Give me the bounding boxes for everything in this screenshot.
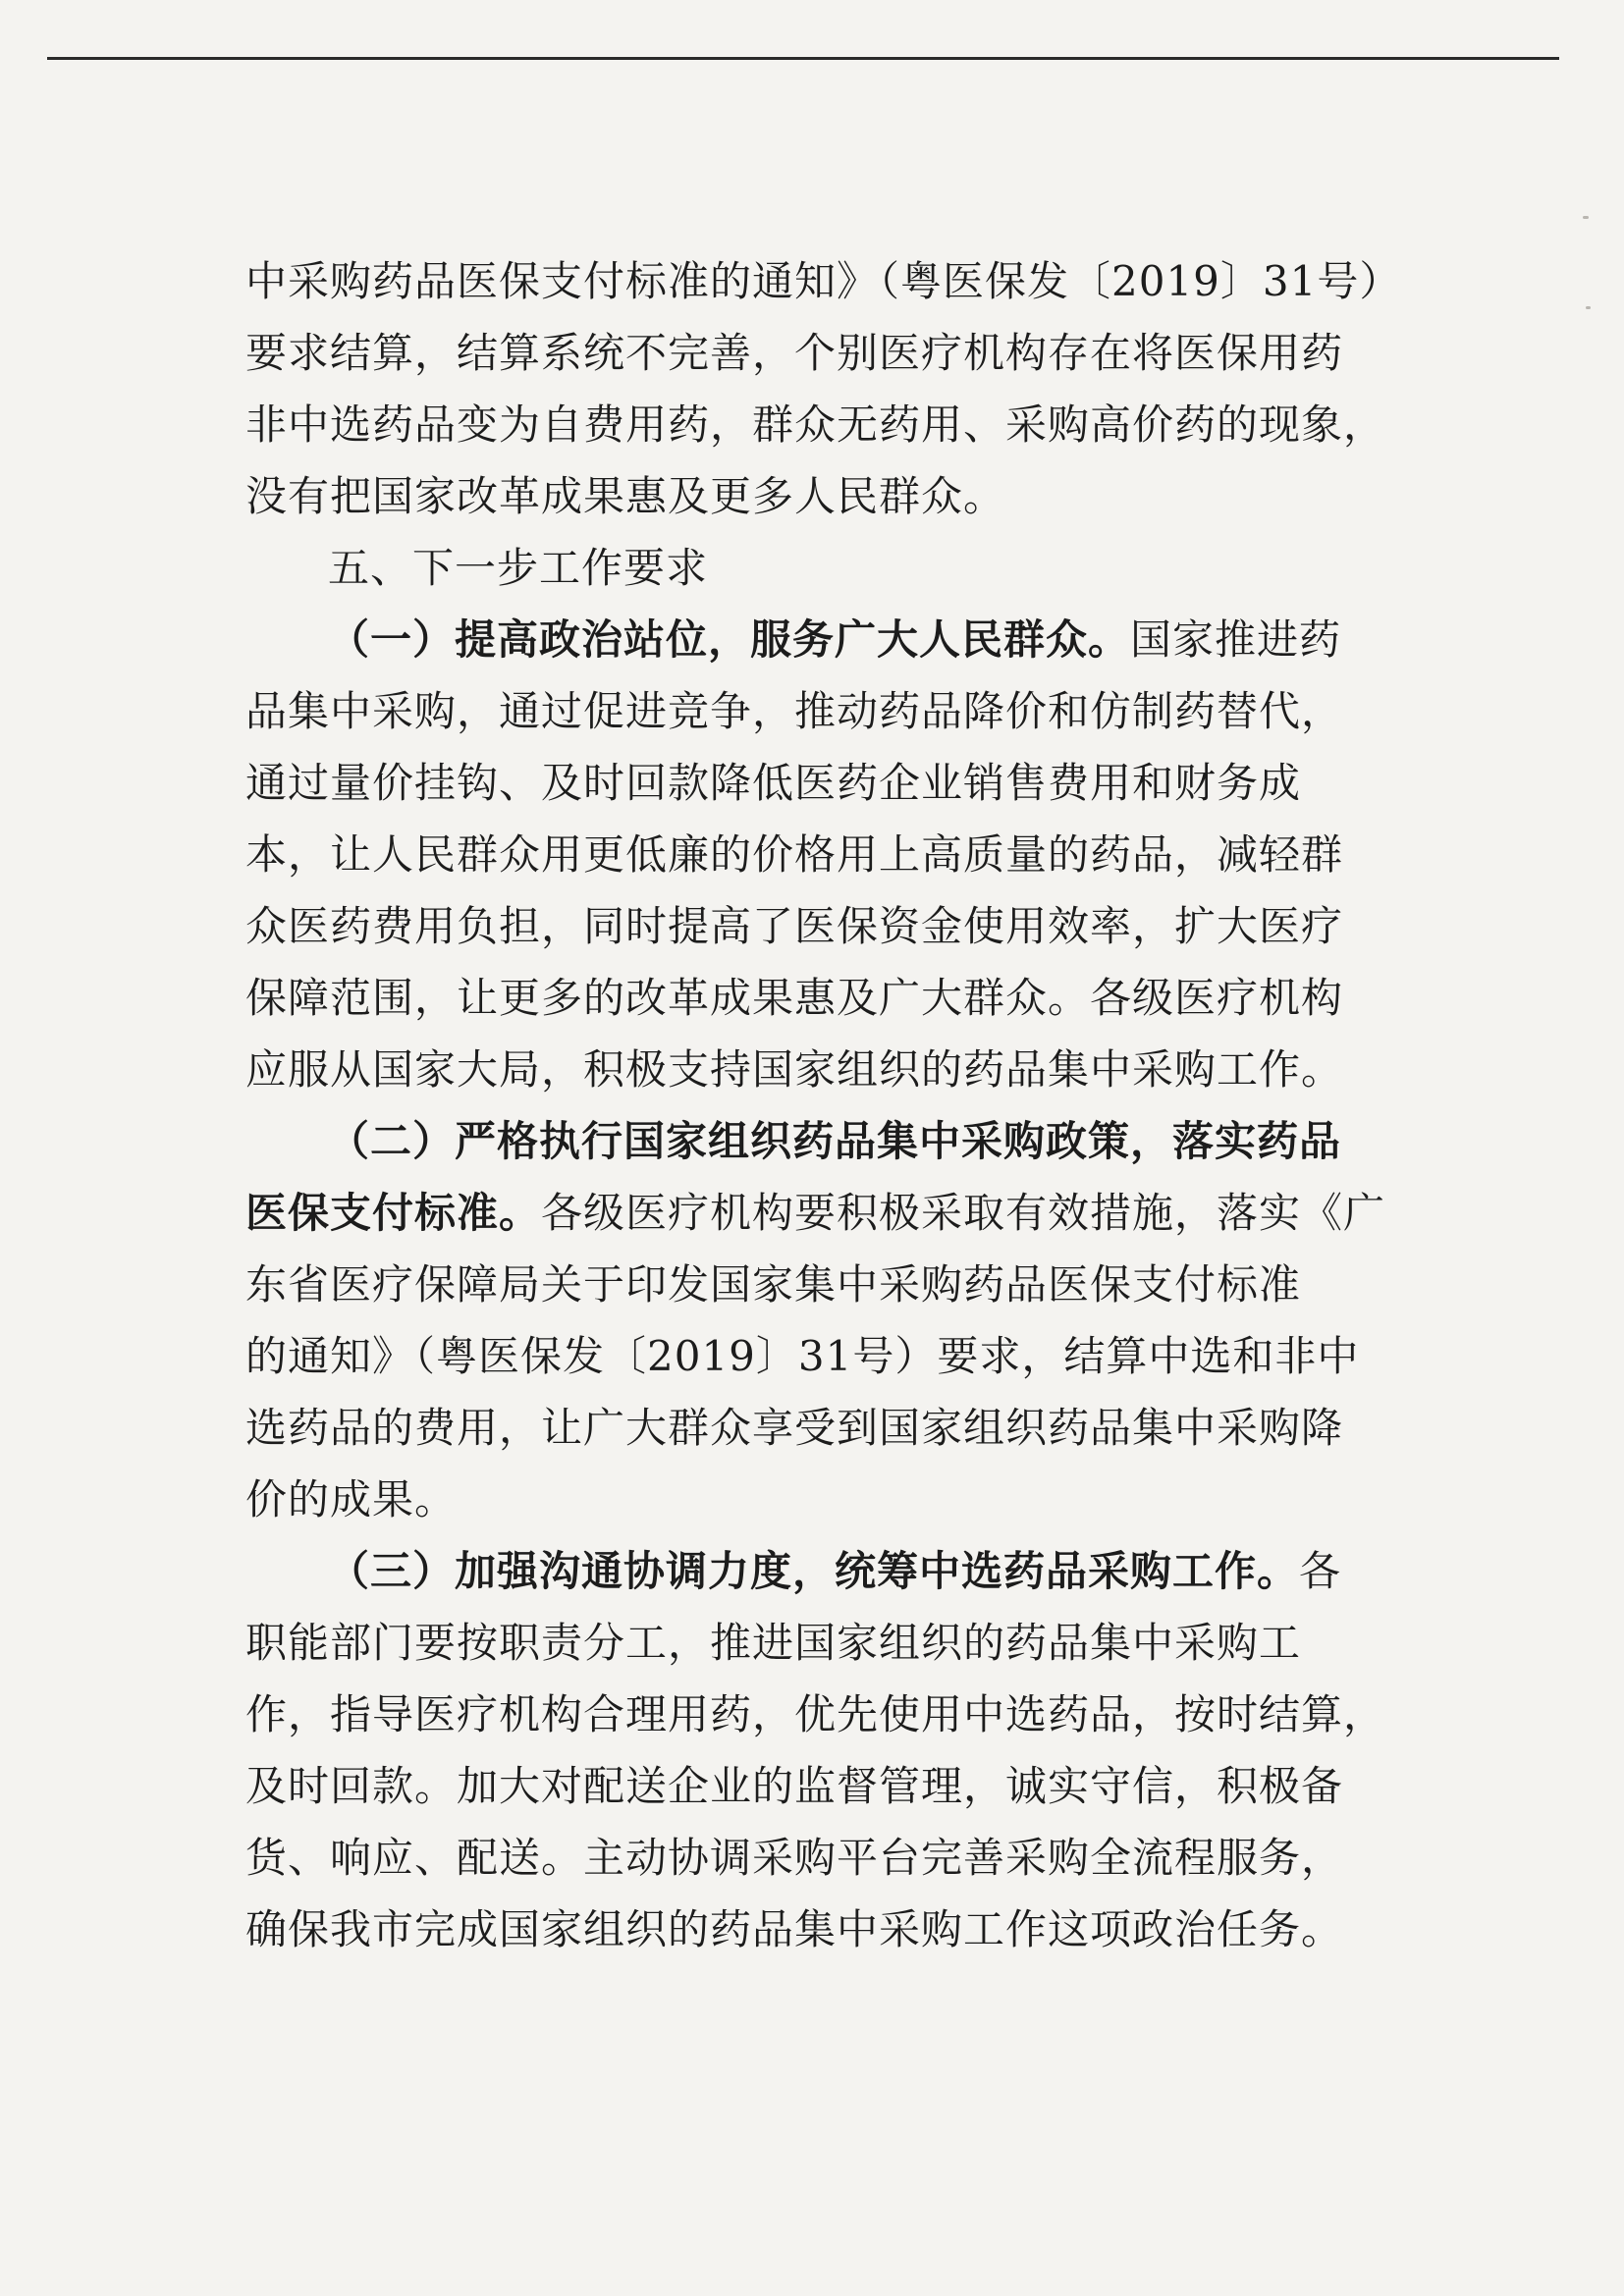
text-line: 职能部门要按职责分工，推进国家组织的药品集中采购工 <box>245 1619 1302 1667</box>
text-line: 品集中采购，通过促进竞争，推动药品降价和仿制药替代， <box>245 687 1344 735</box>
item-1 <box>245 604 1384 1105</box>
text-line: 选药品的费用，让广大群众享受到国家组织药品集中采购降 <box>245 1404 1344 1452</box>
item-3-first-line <box>245 1535 1384 1607</box>
text-line: 本，让人民群众用更低廉的价格用上高质量的药品，减轻群 <box>245 830 1344 879</box>
text-line: 应服从国家大局，积极支持国家组织的药品集中采购工作。 <box>245 1045 1344 1094</box>
section-heading: 五、下一步工作要求 <box>328 544 709 592</box>
item-3 <box>245 1535 1384 1965</box>
paragraph-continuation <box>245 245 1402 532</box>
item-3-title: （三）加强沟通协调力度，统筹中选药品采购工作。 <box>328 1547 1300 1595</box>
text-line: 通过量价挂钩、及时回款降低医药企业销售费用和财务成 <box>245 759 1302 807</box>
text-line: 没有把国家改革成果惠及更多人民群众。 <box>245 472 1006 520</box>
text-line: 确保我市完成国家组织的药品集中采购工作这项政治任务。 <box>245 1905 1344 1953</box>
item-2-text: 各级医疗机构要积极采取有效措施，落实《广 <box>541 1189 1386 1237</box>
text-line: 作，指导医疗机构合理用药，优先使用中选药品，按时结算， <box>245 1690 1386 1738</box>
item-2 <box>245 1105 1384 1535</box>
item-2-title-end: 医保支付标准。 <box>245 1189 542 1237</box>
top-rule <box>47 57 1559 60</box>
text-line: 众医药费用负担，同时提高了医保资金使用效率，扩大医疗 <box>245 902 1344 950</box>
text-line: 非中选药品变为自费用药，群众无药用、采购高价药的现象， <box>245 400 1386 449</box>
item-1-title: （一）提高政治站位，服务广大人民群众。 <box>328 615 1131 664</box>
item-2-second-line <box>245 1177 1384 1249</box>
text-line: 保障范围，让更多的改革成果惠及广大群众。各级医疗机构 <box>245 974 1344 1022</box>
scan-speck <box>1586 306 1591 309</box>
text-line: 中采购药品医保支付标准的通知》（粤医保发〔2019〕31号） <box>245 257 1402 305</box>
text-line: 及时回款。加大对配送企业的监督管理，诚实守信，积极备 <box>245 1762 1344 1810</box>
item-1-first-line <box>245 604 1384 675</box>
item-3-text: 各 <box>1299 1547 1342 1595</box>
item-2-title: （二）严格执行国家组织药品集中采购政策，落实药品 <box>328 1117 1342 1165</box>
scan-speck <box>1583 216 1589 219</box>
text-line: 东省医疗保障局关于印发国家集中采购药品医保支付标准 <box>245 1260 1302 1308</box>
text-line: 的通知》（粤医保发〔2019〕31号）要求，结算中选和非中 <box>245 1332 1360 1380</box>
text-line: 货、响应、配送。主动协调采购平台完善采购全流程服务， <box>245 1834 1344 1882</box>
document-page <box>245 245 1402 1965</box>
item-1-text: 国家推进药 <box>1130 615 1342 664</box>
text-line: 要求结算，结算系统不完善，个别医疗机构存在将医保用药 <box>245 329 1344 377</box>
text-line: 价的成果。 <box>245 1475 458 1523</box>
